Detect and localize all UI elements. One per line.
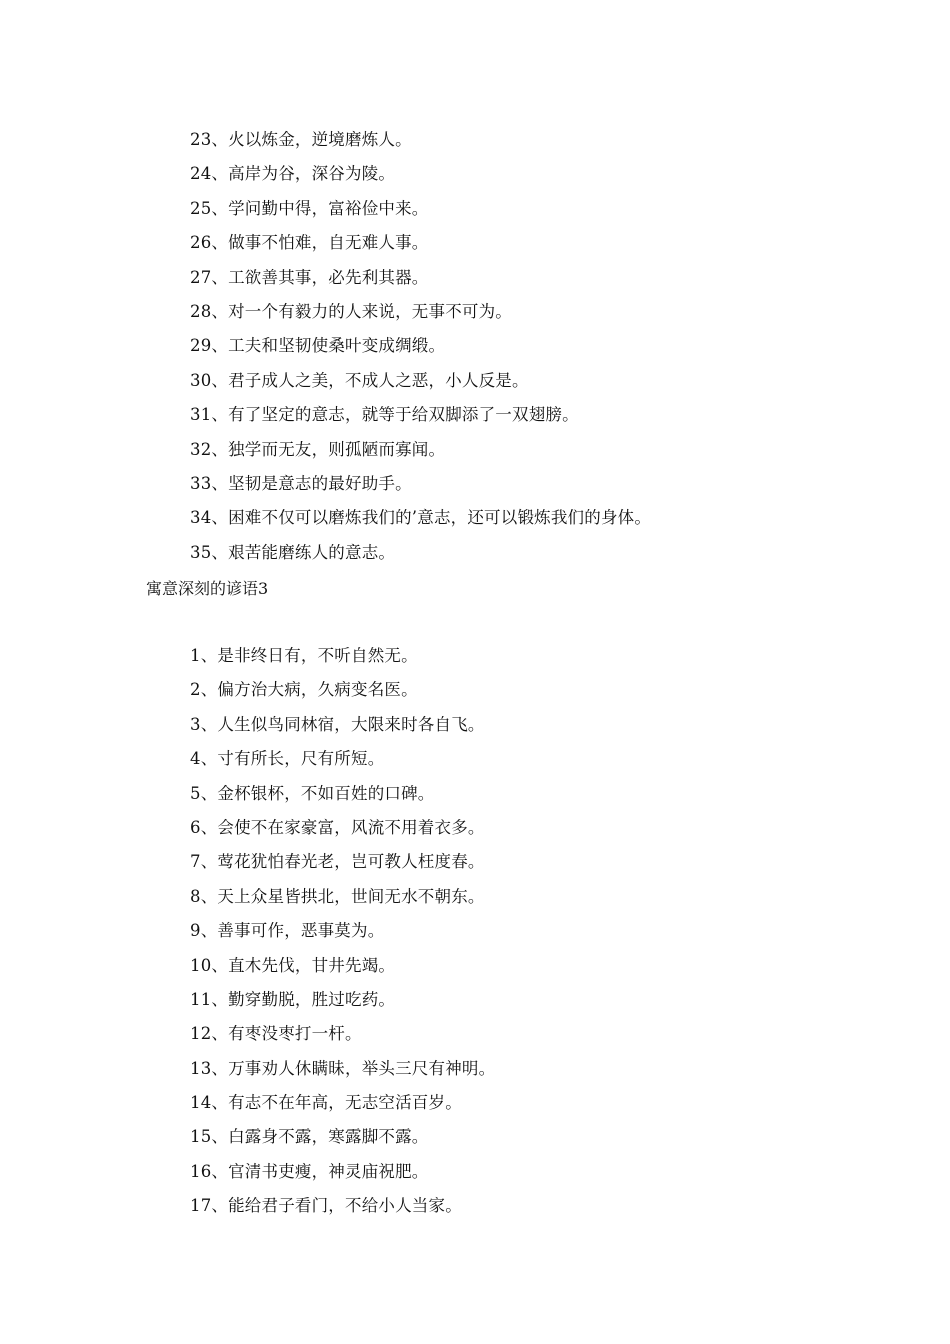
list-item: 31、有了坚定的意志，就等于给双脚添了一双翅膀。	[190, 405, 579, 425]
list-item: 12、有枣没枣打一杆。	[190, 1024, 362, 1044]
list-item: 13、万事劝人休瞒昧，举头三尺有神明。	[190, 1058, 496, 1078]
list-item: 35、艰苦能磨练人的意志。	[190, 542, 396, 562]
list-item: 16、官清书吏瘦，神灵庙祝肥。	[190, 1161, 429, 1181]
list-item: 26、做事不怕难，自无难人事。	[190, 233, 429, 253]
list-item: 23、火以炼金，逆境磨炼人。	[190, 130, 412, 149]
list-item: 34、困难不仅可以磨炼我们的’意志，还可以锻炼我们的身体。	[190, 508, 652, 528]
list-item: 14、有志不在年高，无志空活百岁。	[190, 1093, 462, 1113]
list-item: 8、天上众星皆拱北，世间无水不朝东。	[190, 886, 485, 906]
section-heading: 寓意深刻的谚语3	[146, 579, 269, 598]
list-item: 4、寸有所长，尺有所短。	[190, 749, 385, 769]
list-item: 1、是非终日有，不听自然无。	[190, 646, 418, 665]
list-item: 24、高岸为谷，深谷为陵。	[190, 164, 396, 184]
proverb-list	[190, 639, 495, 1224]
list-item: 7、莺花犹怕春光老，岂可教人枉度春。	[190, 852, 485, 872]
list-item: 27、工欲善其事，必先利其器。	[190, 267, 429, 287]
list-item: 30、君子成人之美，不成人之恶，小人反是。	[190, 370, 529, 390]
list-item: 6、会使不在家豪富，风流不用着衣多。	[190, 817, 485, 837]
list-item: 15、白露身不露，寒露脚不露。	[190, 1127, 429, 1147]
list-item: 33、坚韧是意志的最好助手。	[190, 473, 412, 493]
list-item: 32、独学而无友，则孤陋而寡闻。	[190, 439, 446, 459]
list-item: 10、直木先伐，甘井先竭。	[190, 955, 396, 975]
list-item: 25、学问勤中得，富裕俭中来。	[190, 198, 429, 218]
list-item: 11、勤穿勤脱，胜过吃药。	[190, 989, 396, 1009]
proverb-list-continued	[190, 123, 651, 570]
list-item: 17、能给君子看门，不给小人当家。	[190, 1196, 462, 1216]
list-item: 29、工夫和坚韧使桑叶变成绸缎。	[190, 336, 446, 356]
list-item: 28、对一个有毅力的人来说，无事不可为。	[190, 301, 512, 321]
list-item: 3、人生似鸟同林宿，大限来时各自飞。	[190, 714, 485, 734]
list-item: 9、善事可作，恶事莫为。	[190, 921, 385, 941]
list-item: 5、金杯银杯，不如百姓的口碑。	[190, 783, 435, 803]
list-item: 2、偏方治大病，久病变名医。	[190, 680, 418, 700]
